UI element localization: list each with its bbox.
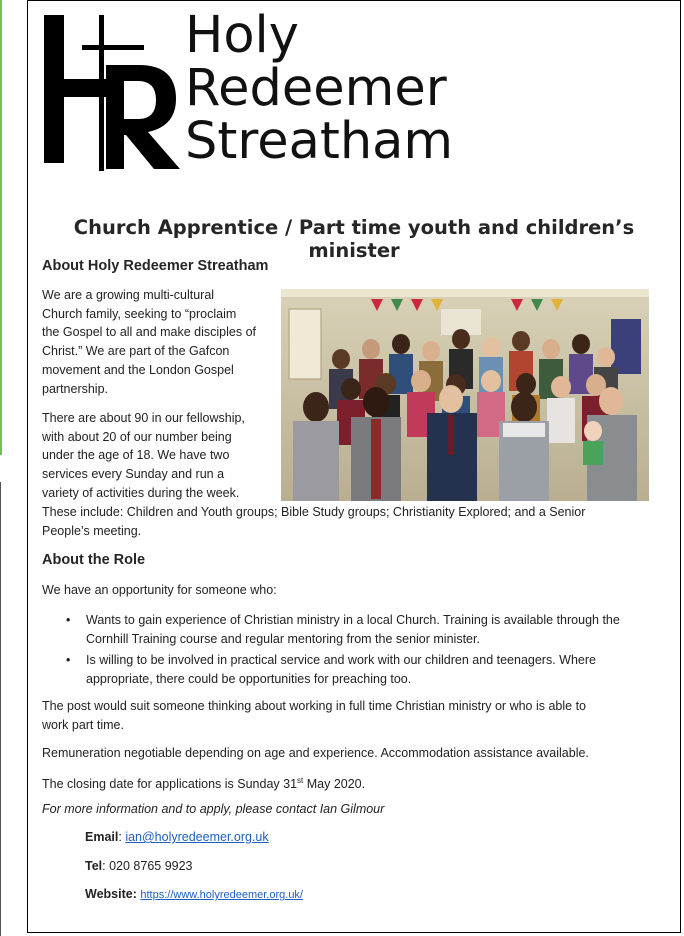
wordmark-redeemer: Redeemer	[185, 59, 447, 118]
closing-date-suffix: May 2020.	[303, 777, 366, 792]
closing-date-text	[42, 772, 365, 794]
text-line: the Gospel to all and make disciples of	[42, 325, 257, 340]
about-church-heading: About Holy Redeemer Streatham	[42, 258, 269, 274]
text-line: We are a growing multi-cultural	[42, 288, 215, 302]
list-item	[58, 651, 658, 688]
about-church-paragraph-2-cont	[42, 503, 662, 540]
website-label: Website:	[85, 887, 137, 901]
closing-date-ordinal: st	[297, 776, 304, 785]
role-requirements-list	[58, 611, 658, 692]
text-line: with about 20 of our number being	[42, 429, 232, 444]
text-line: People’s meeting.	[42, 523, 142, 538]
bullet-text: Is willing to be involved in practical service and work with our children and teenagers. Where appropriate, there could be opportunities for preaching too.	[86, 653, 596, 687]
about-role-intro: We have an opportunity for someone who:	[42, 583, 277, 597]
text-line: There are about 90 in our fellowship,	[42, 411, 245, 425]
text-line: The post would suit someone thinking about working in full time Christian ministry or who is able to	[42, 699, 587, 713]
text-line: work part time.	[42, 717, 124, 732]
remuneration-text: Remuneration negotiable depending on age and experience. Accommodation assistance available.	[42, 746, 589, 760]
church-name-wordmark	[185, 6, 454, 171]
text-line: Church family, seeking to “proclaim	[42, 306, 237, 321]
text-line: variety of activities during the week.	[42, 485, 240, 500]
post-suitability-paragraph	[42, 697, 662, 734]
left-page-edge	[0, 482, 1, 936]
contact-email-line: Email: ian@holyredeemer.org.uk	[85, 830, 269, 844]
about-church-paragraph-1	[42, 286, 278, 398]
email-link[interactable]: ian@holyredeemer.org.uk	[125, 830, 269, 844]
website-link[interactable]: https://www.holyredeemer.org.uk/	[140, 889, 303, 901]
text-line: Christ.” We are part of the Gafcon	[42, 344, 230, 359]
hr-monogram-logo	[44, 13, 184, 173]
text-line: partnership.	[42, 381, 109, 396]
tel-label: Tel	[85, 859, 103, 873]
text-line: movement and the London Gospel	[42, 362, 234, 377]
congregation-photo	[281, 289, 649, 501]
bullet-text: Wants to gain experience of Christian ministry in a local Church. Training is available through the Cornhill Training course and regular mentoring from the senior minister.	[86, 613, 620, 646]
contact-tel-line	[85, 859, 193, 873]
text-line: services every Sunday and run a	[42, 467, 225, 482]
bullet-icon: •	[66, 613, 71, 627]
bullet-icon: •	[66, 653, 71, 668]
tel-value: : 020 8765 9923	[102, 859, 193, 873]
text-line: under the age of 18. We have two	[42, 448, 230, 463]
closing-date-prefix: The closing date for applications is Sunday 31	[42, 777, 298, 792]
more-info-text: For more information and to apply, please contact Ian Gilmour	[42, 802, 385, 816]
contact-website-line	[85, 887, 303, 901]
about-church-paragraph-2	[42, 409, 278, 503]
wordmark-streatham: Streatham	[185, 112, 454, 171]
wordmark-holy: Holy	[185, 6, 299, 65]
list-item	[58, 611, 658, 648]
job-title: Church Apprentice / Part time youth and children’s minister	[73, 216, 635, 262]
text-line: These include: Children and Youth groups; Bible Study groups; Christianity Explored; and a Senior	[42, 505, 586, 519]
flyer-page	[27, 0, 681, 933]
church-logo	[44, 6, 464, 173]
email-label: Email	[85, 830, 119, 844]
about-role-heading: About the Role	[42, 552, 146, 568]
left-accent-rule	[0, 0, 2, 455]
